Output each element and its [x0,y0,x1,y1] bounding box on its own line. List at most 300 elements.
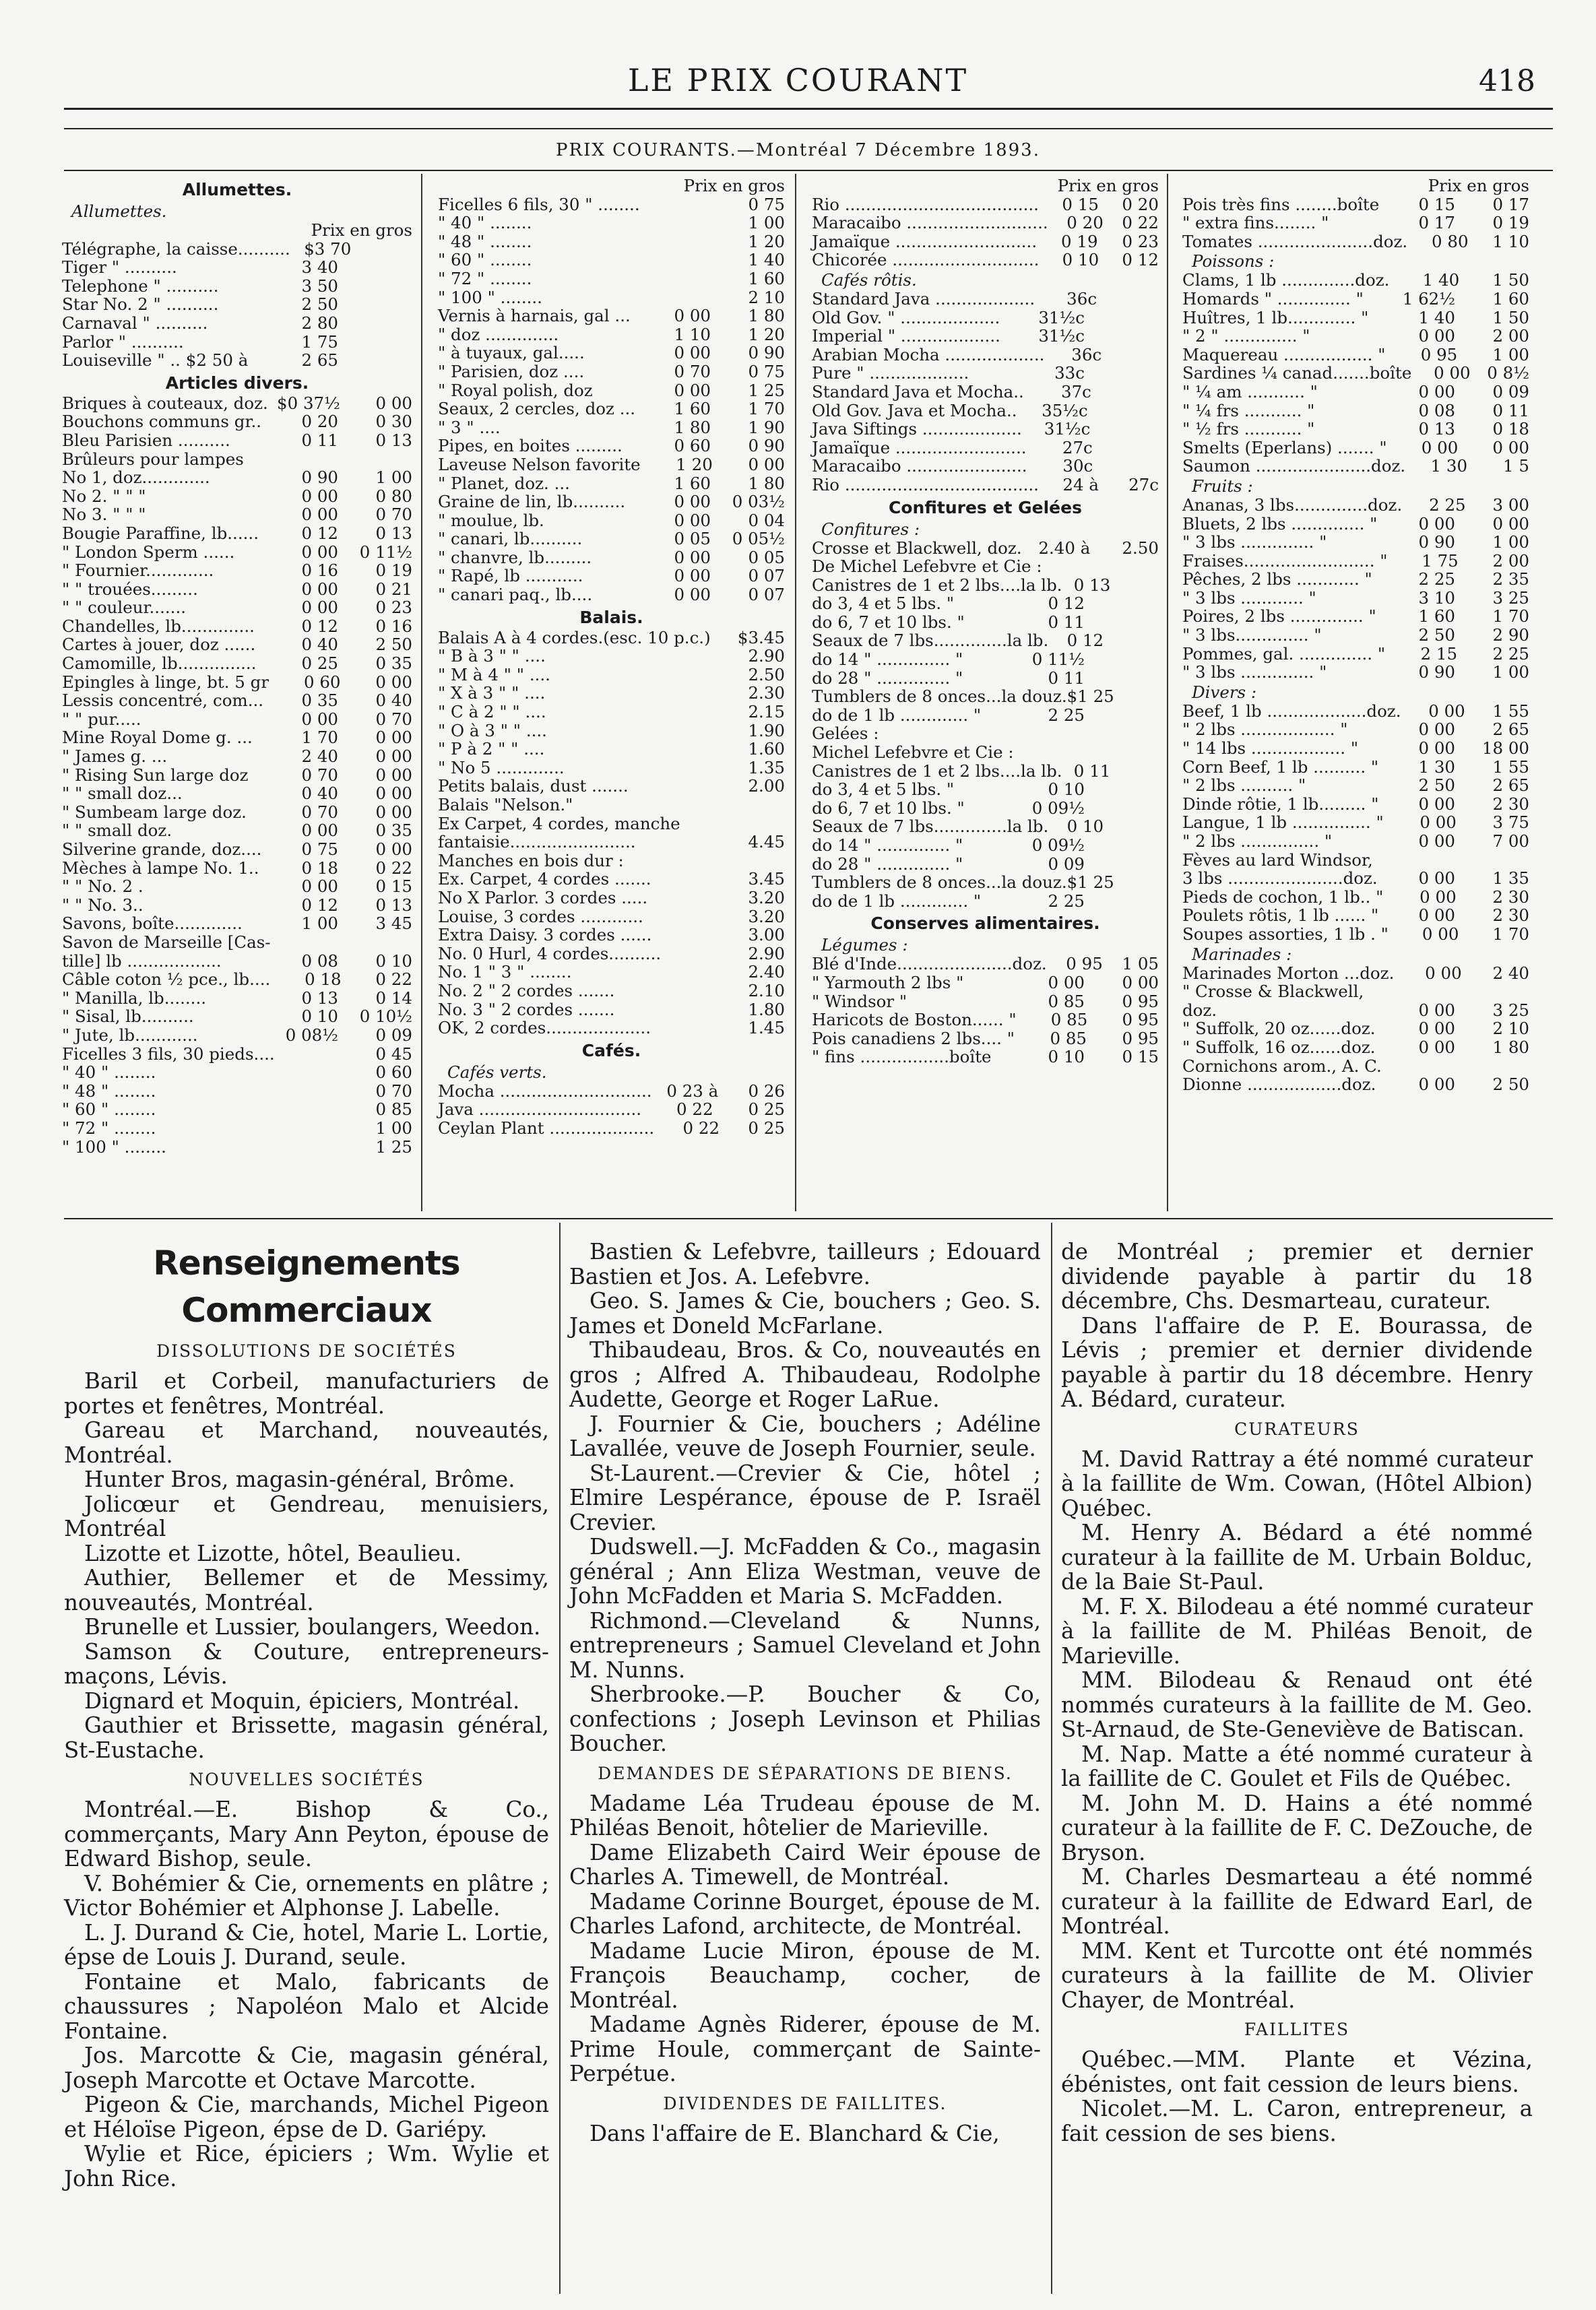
price-row [812,557,1159,576]
price-low: 0 00 [1418,1037,1455,1057]
item-name: " 3 lbs .............. " [1182,532,1327,552]
news-paragraph: Madame Agnès Riderer, épouse de M. Prime Houle, commerçant de Sainte-Perpétue. [569,2012,1041,2086]
price-row [1182,195,1529,214]
price-low: 0 00 [1428,701,1465,721]
price-row [812,195,1159,214]
header-rule [64,108,1553,110]
price-low: 31½c [1038,307,1085,327]
news-paragraph: Madame Lucie Miron, épouse de M. François Beauchamp, cocher, de Montréal. [569,1937,1041,2013]
item-name: Standard Java et Mocha.. [812,381,1024,402]
price-high: 0 00 [375,393,412,413]
price-row [438,759,785,777]
item-name: Tumblers de 8 onces...la douz. [812,872,1067,893]
price-low [651,870,718,889]
price-low: 2 15 [1420,643,1458,664]
price-high: 0 80 [375,486,412,506]
price-row [812,855,1159,874]
price-high: $3.45 [737,627,785,647]
item-name: " Suffolk, 20 oz......doz. [1182,1019,1376,1039]
item-name: Laveuse Nelson favorite [438,454,641,474]
price-row [1182,346,1529,364]
news-paragraph: Jos. Marcotte & Cie, magasin général, Joseph Marcotte et Octave Marcotte. [64,2043,549,2093]
item-name: Gelées : [812,724,879,744]
price-row [62,1138,412,1157]
news-paragraph: Bastien & Lefebvre, tailleurs ; Edouard Bastien et Jos. A. Lefebvre. [569,1239,1041,1289]
price-low: 0 23 à [666,1081,719,1101]
item-name: do de 1 lb ............. " [812,891,982,911]
price-low: 0 00 [1418,794,1455,814]
item-name: Vernis à harnais, gal ... [438,306,631,326]
price-row [438,548,785,567]
price-low: 0 13 [301,988,338,1008]
item-name: Balais "Nelson." [438,795,573,814]
price-high: 0 07 [748,585,785,605]
item-name: Standard Java ................... [812,288,1035,309]
price-row [62,617,412,636]
price-row [1182,457,1529,476]
price-low: 0 00 [674,306,711,326]
price-high [1088,402,1159,420]
subsection-heading: Cafés rôtis. [821,269,917,290]
price-row [812,594,1159,613]
price-low: 1 60 [674,473,711,493]
item-name: Savon de Marseille [Cas- [62,932,271,952]
price-row [62,450,412,469]
item-name: do 28 " .............. " [812,854,963,874]
price-high: 1 80 [748,473,785,493]
price-high: 0 90 [748,436,785,456]
price-row [62,295,412,314]
price-low [647,889,716,907]
price-high [1085,594,1159,613]
price-low [264,1063,338,1082]
price-row [1182,214,1529,232]
item-name: Carnaval " .......... [62,313,208,333]
news-paragraph: MM. Bilodeau & Renaud ont été nommés curateurs à la faillite de M. Geo. St-Arnaud, de Ste-Geneviève de Batiscan. [1061,1667,1533,1742]
price-low: 0 22 [676,1099,713,1120]
price-low [264,1082,338,1101]
price-high: 1 40 [748,250,785,270]
news-paragraph: Thibaudeau, Bros. & Co, nouveautés en gros ; Alfred A. Thibaudeau, Rodolphe Audette, George et Roger LaRue. [569,1337,1041,1412]
item-name: Manches en bois dur : [438,850,624,870]
item-name: Ficelles 3 fils, 30 pieds.... [62,1044,275,1064]
item-name: " Crosse & Blackwell, [1182,982,1364,1002]
price-high: 1 25 [375,1136,412,1157]
price-low [275,1045,344,1064]
price-low: 37c [1061,381,1091,402]
news-paragraph: Québec.—MM. Plante et Vézina, ébénistes, ont fait cession de leurs biens. [1061,2047,1533,2097]
news-paragraph: Samson & Couture, entrepreneurs-maçons, Lévis. [64,1638,549,1689]
item-name: do 14 " .............. " [812,835,963,855]
price-low: 0 00 [1418,381,1455,402]
price-row [62,543,412,562]
section-heading: Allumettes. [182,180,292,199]
column-divider [559,1223,561,2294]
price-low [637,852,711,870]
item-name: Homards " .............. " [1182,288,1364,309]
price-row [438,833,785,852]
price-low: 0 22 [682,1118,720,1138]
price-row [438,399,785,418]
item-name: " 2 lbs .................. " [1182,719,1348,740]
item-name: " Suffolk, 16 oz......doz. [1182,1037,1376,1057]
price-low: 31½c [1044,419,1091,439]
price-row [62,1007,412,1026]
price-high: 0 85 [375,1099,412,1120]
price-high: 0 14 [375,988,412,1008]
price-high: 1 70 [748,399,785,419]
price-high: 0 00 [375,802,412,822]
price-row [812,706,1159,725]
item-name: " 72 " ........ [438,268,532,288]
item-name: Rio ..................................... [812,194,1039,214]
price-high: 2.90 [748,646,785,666]
price-low: 0 00 [301,505,338,525]
price-high: 0 35 [375,821,412,841]
item-name: Bluets, 2 lbs .............. " [1182,513,1378,534]
price-low: 0 00 [1418,719,1455,740]
price-high [711,852,785,870]
price-row [1182,1057,1529,1076]
price-high [1085,892,1159,911]
news-paragraph: M. F. X. Bilodeau a été nommé curateur à la faillite de M. Philéas Benoit, de Marieville. [1061,1593,1533,1669]
price-low: 0 00 [674,566,711,586]
price-high [1093,457,1159,476]
price-row [812,576,1159,595]
price-high: 0 13 [375,895,412,915]
item-name: Câble coton ½ pce., lb.... [62,969,271,990]
item-name: Parlor " .......... [62,331,184,352]
price-row [438,926,785,944]
news-section-heading: CURATEURS [1234,1419,1360,1439]
price-low: 2 50 [301,294,338,315]
price-row [438,195,785,214]
price-low: 2 25 [1048,705,1085,725]
price-high: 3 25 [1492,1000,1529,1020]
item-name: do 14 " .............. " [812,649,963,670]
price-high: 0 95 [1122,991,1159,1011]
price-row [1182,813,1529,832]
price-low: 2 25 [1429,494,1466,515]
item-name: Dinde rôtie, 1 lb......... " [1182,794,1379,814]
item-name: " Jute, lb............ [62,1025,198,1045]
item-name: Crosse et Blackwell, doz. [812,538,1022,558]
page-title: LE PRIX COURANT [627,62,969,98]
price-high: 1 50 [1492,307,1529,327]
price-row [438,567,785,585]
item-name: " " couleur....... [62,598,187,618]
column-divider [421,174,422,1211]
item-name: Seaux, 2 cercles, doz ... [438,399,636,419]
price-row [62,524,412,543]
price-row [1182,795,1529,814]
news-section-heading: DEMANDES DE SÉPARATIONS DE BIENS. [598,1763,1013,1783]
news-paragraph: M. David Rattray a été nommé curateur à la faillite de Wm. Cowan, (Hôtel Albion) Québec. [1061,1446,1533,1521]
item-name: Fèves au lard Windsor, [1182,849,1373,870]
price-low: 0 75 [301,839,338,859]
item-name: OK, 2 cordes.................... [438,1018,651,1038]
price-row [438,492,785,511]
price-low: 0 00 [301,709,338,729]
price-low: 1 30 [1430,456,1468,476]
price-high: 1 50 [1492,270,1529,290]
price-high [1085,309,1159,327]
item-name: Maracaibo ....................... [812,456,1027,476]
price-row [1182,1019,1529,1038]
price-row [438,214,785,232]
section-heading: Confitures et Gelées [889,497,1082,517]
item-name: Saumon ......................doz. [1182,456,1406,476]
price-high: 0 22 [375,858,412,878]
subsection-heading: Allumettes. [71,201,167,221]
price-low: 0 00 [1419,887,1457,907]
price-low [651,1019,717,1037]
item-name: " 72 " ........ [62,1118,156,1138]
price-column-3 [812,177,1159,1066]
price-row [812,687,1159,706]
price-low: $1 25 [1066,872,1114,893]
item-name: " 60 " ........ [62,1099,156,1120]
price-high: 0 18 [1492,419,1529,439]
price-row [812,799,1159,818]
price-low: 2.40 à [1038,538,1091,558]
price-low [1014,743,1087,762]
price-high: 0 00 [375,783,412,804]
price-high: 1 00 [748,213,785,233]
news-paragraph: Jolicœur et Gendreau, menuisiers, Montréal [64,1491,549,1541]
price-row [1182,758,1529,777]
item-name: " 100 " ........ [438,287,542,307]
price-high: 1 80 [748,306,785,326]
column-divider [795,174,796,1211]
price-row [812,457,1159,476]
price-row [438,1100,785,1119]
price-low: 1 20 [676,454,713,474]
price-row [812,290,1159,309]
price-row [62,333,412,352]
price-high: 0 35 [375,653,412,674]
price-row [812,383,1159,402]
news-section-heading: DIVIDENDES DE FAILLITES. [663,2093,947,2113]
item-name: " O à 3 " " .... [438,720,547,740]
subsection-heading: Poissons : [1192,251,1275,271]
item-name: fantaisie........................ [438,832,636,852]
price-high: 2 25 [1492,643,1529,664]
news-paragraph: Montréal.—E. Bishop & Co., commerçants, Mary Ann Peyton, épouse de Edward Bishop, seule. [64,1797,549,1871]
price-low: 0 80 [1432,231,1469,251]
price-row [62,859,412,878]
price-high: 2.15 [748,702,785,722]
price-low [264,450,338,469]
price-low: 0 00 [301,876,338,897]
price-high: 2 65 [1492,775,1529,796]
price-low: 0 00 [1418,868,1455,889]
item-name: " Sisal, lb.......... [62,1006,194,1027]
price-high: 1.60 [748,739,785,759]
price-low: 0 18 [305,969,342,990]
price-row [438,530,785,548]
item-name: Mèches à lampe No. 1.. [62,858,259,878]
item-name: " Windsor " [812,991,907,1011]
news-paragraph: M. Nap. Matte a été nommé curateur à la faillite de C. Goulet et Fils de Québec. [1061,1741,1533,1791]
item-name: Louiseville " .. $2 50 à [62,350,249,371]
price-low: 0 11 [301,430,338,450]
price-row [1182,402,1529,420]
item-name: " Rapé, lb ........... [438,566,583,586]
price-row [1182,645,1529,664]
price-row [62,412,412,431]
price-row [62,635,412,654]
price-low: 0 09½ [1031,835,1085,855]
price-low [1011,724,1085,743]
news-paragraph: Dudswell.—J. McFadden & Co., magasin général ; Ann Eliza Westman, veuve de John McFadden et Maria S. McFadden. [569,1534,1041,1609]
price-high: 0 30 [375,412,412,432]
price-high: 0 13 [375,430,412,450]
price-row [438,1019,785,1037]
price-high: 2 30 [1492,794,1529,814]
price-row [62,691,412,710]
news-paragraph: M. Charles Desmarteau a été nommé curateur à la faillite de Edward Earl, de Montréal. [1061,1864,1533,1939]
price-row [62,240,412,259]
price-low: 1 75 [301,331,338,352]
item-name: Bougie Paraffine, lb...... [62,523,259,543]
price-high: 2 30 [1492,887,1529,907]
item-name: Pieds de cochon, 1 lb.. " [1182,887,1384,907]
item-name: Maracaibo ........................... [812,213,1048,233]
price-high: 0 11 [1492,400,1529,420]
item-name: do 28 " .............. " [812,668,963,688]
price-row [438,852,785,870]
item-name: " canari, lb.......... [438,529,583,549]
news-paragraph: Fontaine et Malo, fabricants de chaussures ; Napoléon Malo et Alcide Fontaine. [64,1968,549,2044]
item-name: " C à 2 " " .... [438,702,546,722]
price-high: 0 09 [1492,381,1529,402]
price-high: 0 10½ [359,1006,412,1027]
price-low [637,963,711,982]
price-low: 0 90 [1418,532,1455,552]
price-heading: Prix en gros [683,176,785,195]
price-high [1114,687,1159,706]
price-low: 0 85 [1050,1028,1087,1048]
price-low: 0 13 [1418,419,1455,439]
price-low [637,288,711,307]
price-row [812,214,1159,232]
price-row [812,780,1159,799]
price-low: 2 50 [1418,625,1455,645]
price-low [637,703,711,721]
price-low: 0 00 [1419,812,1457,833]
section-heading: Cafés. [581,1040,641,1060]
price-high: 1 5 [1503,456,1529,476]
price-low: 36c [1066,288,1097,309]
news-paragraph: M. Henry A. Bédard a été nommé curateur à la faillite de M. Urbain Bolduc, de la Baie St-Paul. [1061,1520,1533,1595]
news-paragraph: Dignard et Moquin, épiciers, Montréal. [84,1688,520,1714]
price-low [637,982,711,1000]
price-row [62,487,412,506]
price-low: 0 00 [301,579,338,599]
price-row [812,420,1159,439]
item-name: Sardines ¼ canad.......boîte [1182,363,1412,383]
news-paragraph: Madame Corinne Bourget, épouse de M. Charles Lafond, architecte, de Montréal. [569,1888,1041,1939]
item-name: " 60 " ........ [438,250,532,270]
item-name: Savons, boîte............. [62,913,243,934]
item-name: " Yarmouth 2 lbs " [812,972,964,992]
item-name: Mocha ............................. [438,1081,652,1101]
price-high: 0 00 [1492,513,1529,534]
price-low: $3 70 [304,238,352,259]
price-row [62,784,412,803]
price-row [438,288,785,307]
item-name: Old Gov. Java et Mocha.. [812,400,1017,420]
price-row [812,724,1159,743]
price-high: 1 35 [1492,868,1529,889]
item-name: " ¼ frs ........... " [1182,400,1315,420]
price-low [637,214,711,232]
price-high: 1 20 [748,324,785,344]
price-high: 1 80 [1492,1037,1529,1057]
section-heading: Articles divers. [165,373,309,393]
item-name: Huîtres, 1 lb............. " [1182,307,1369,327]
subsection-heading: Marinades : [1192,944,1292,964]
item-name: Jamaïque ......................... [812,437,1027,457]
price-row [1182,702,1529,721]
price-high: 27c [1128,474,1159,494]
news-column-2 [569,1240,1041,2146]
price-row [812,327,1159,346]
price-row [62,598,412,617]
price-row [438,474,785,493]
price-row [62,710,412,729]
price-low [661,944,723,963]
price-high [1100,557,1159,576]
price-low: 0 00 [674,547,711,567]
news-paragraph: V. Bohémier & Cie, ornements en plâtre ; Victor Bohémier et Alphonse J. Labelle. [64,1870,549,1921]
price-low: 0 10 [301,1006,338,1027]
price-list-heading: PRIX COURANTS.—Montréal 7 Décembre 1893. [556,140,1040,160]
price-low: 3 10 [1418,587,1455,608]
price-row [62,654,412,673]
item-name: Ex. Carpet, 4 cordes ....... [438,869,651,889]
item-name: " 3 lbs .............. " [1182,662,1327,682]
price-row [1182,589,1529,608]
price-row [812,613,1159,632]
item-name: Lessis concentré, com... [62,691,264,711]
price-high: 1 55 [1492,701,1529,721]
price-high: 2 50 [1492,1074,1529,1095]
price-row [1182,906,1529,925]
price-high: 2 00 [1492,326,1529,346]
price-low: 0 19 [1061,231,1098,251]
price-high: 0 26 [748,1081,785,1101]
price-row [62,1063,412,1082]
price-high: 0 70 [375,1081,412,1101]
price-row [62,728,412,747]
price-low: 0 00 [1418,326,1455,346]
price-high: 0 90 [748,343,785,363]
item-name: Bouchons communs gr.. [62,412,262,432]
price-low: 0 40 [301,783,338,804]
price-row [62,933,412,952]
news-section-heading: FAILLITES [1244,2020,1350,2039]
price-low: 3 40 [301,257,338,278]
price-high [1085,836,1159,855]
item-name: do de 1 lb ............. " [812,705,982,725]
price-high [1085,780,1159,799]
item-name: " " pur..... [62,709,141,729]
price-low [637,740,711,759]
price-low: 0 20 [1066,213,1104,233]
news-paragraph: Sherbrooke.—P. Boucher & Co, confections ; Joseph Levinson et Philias Boucher. [569,1681,1041,1756]
